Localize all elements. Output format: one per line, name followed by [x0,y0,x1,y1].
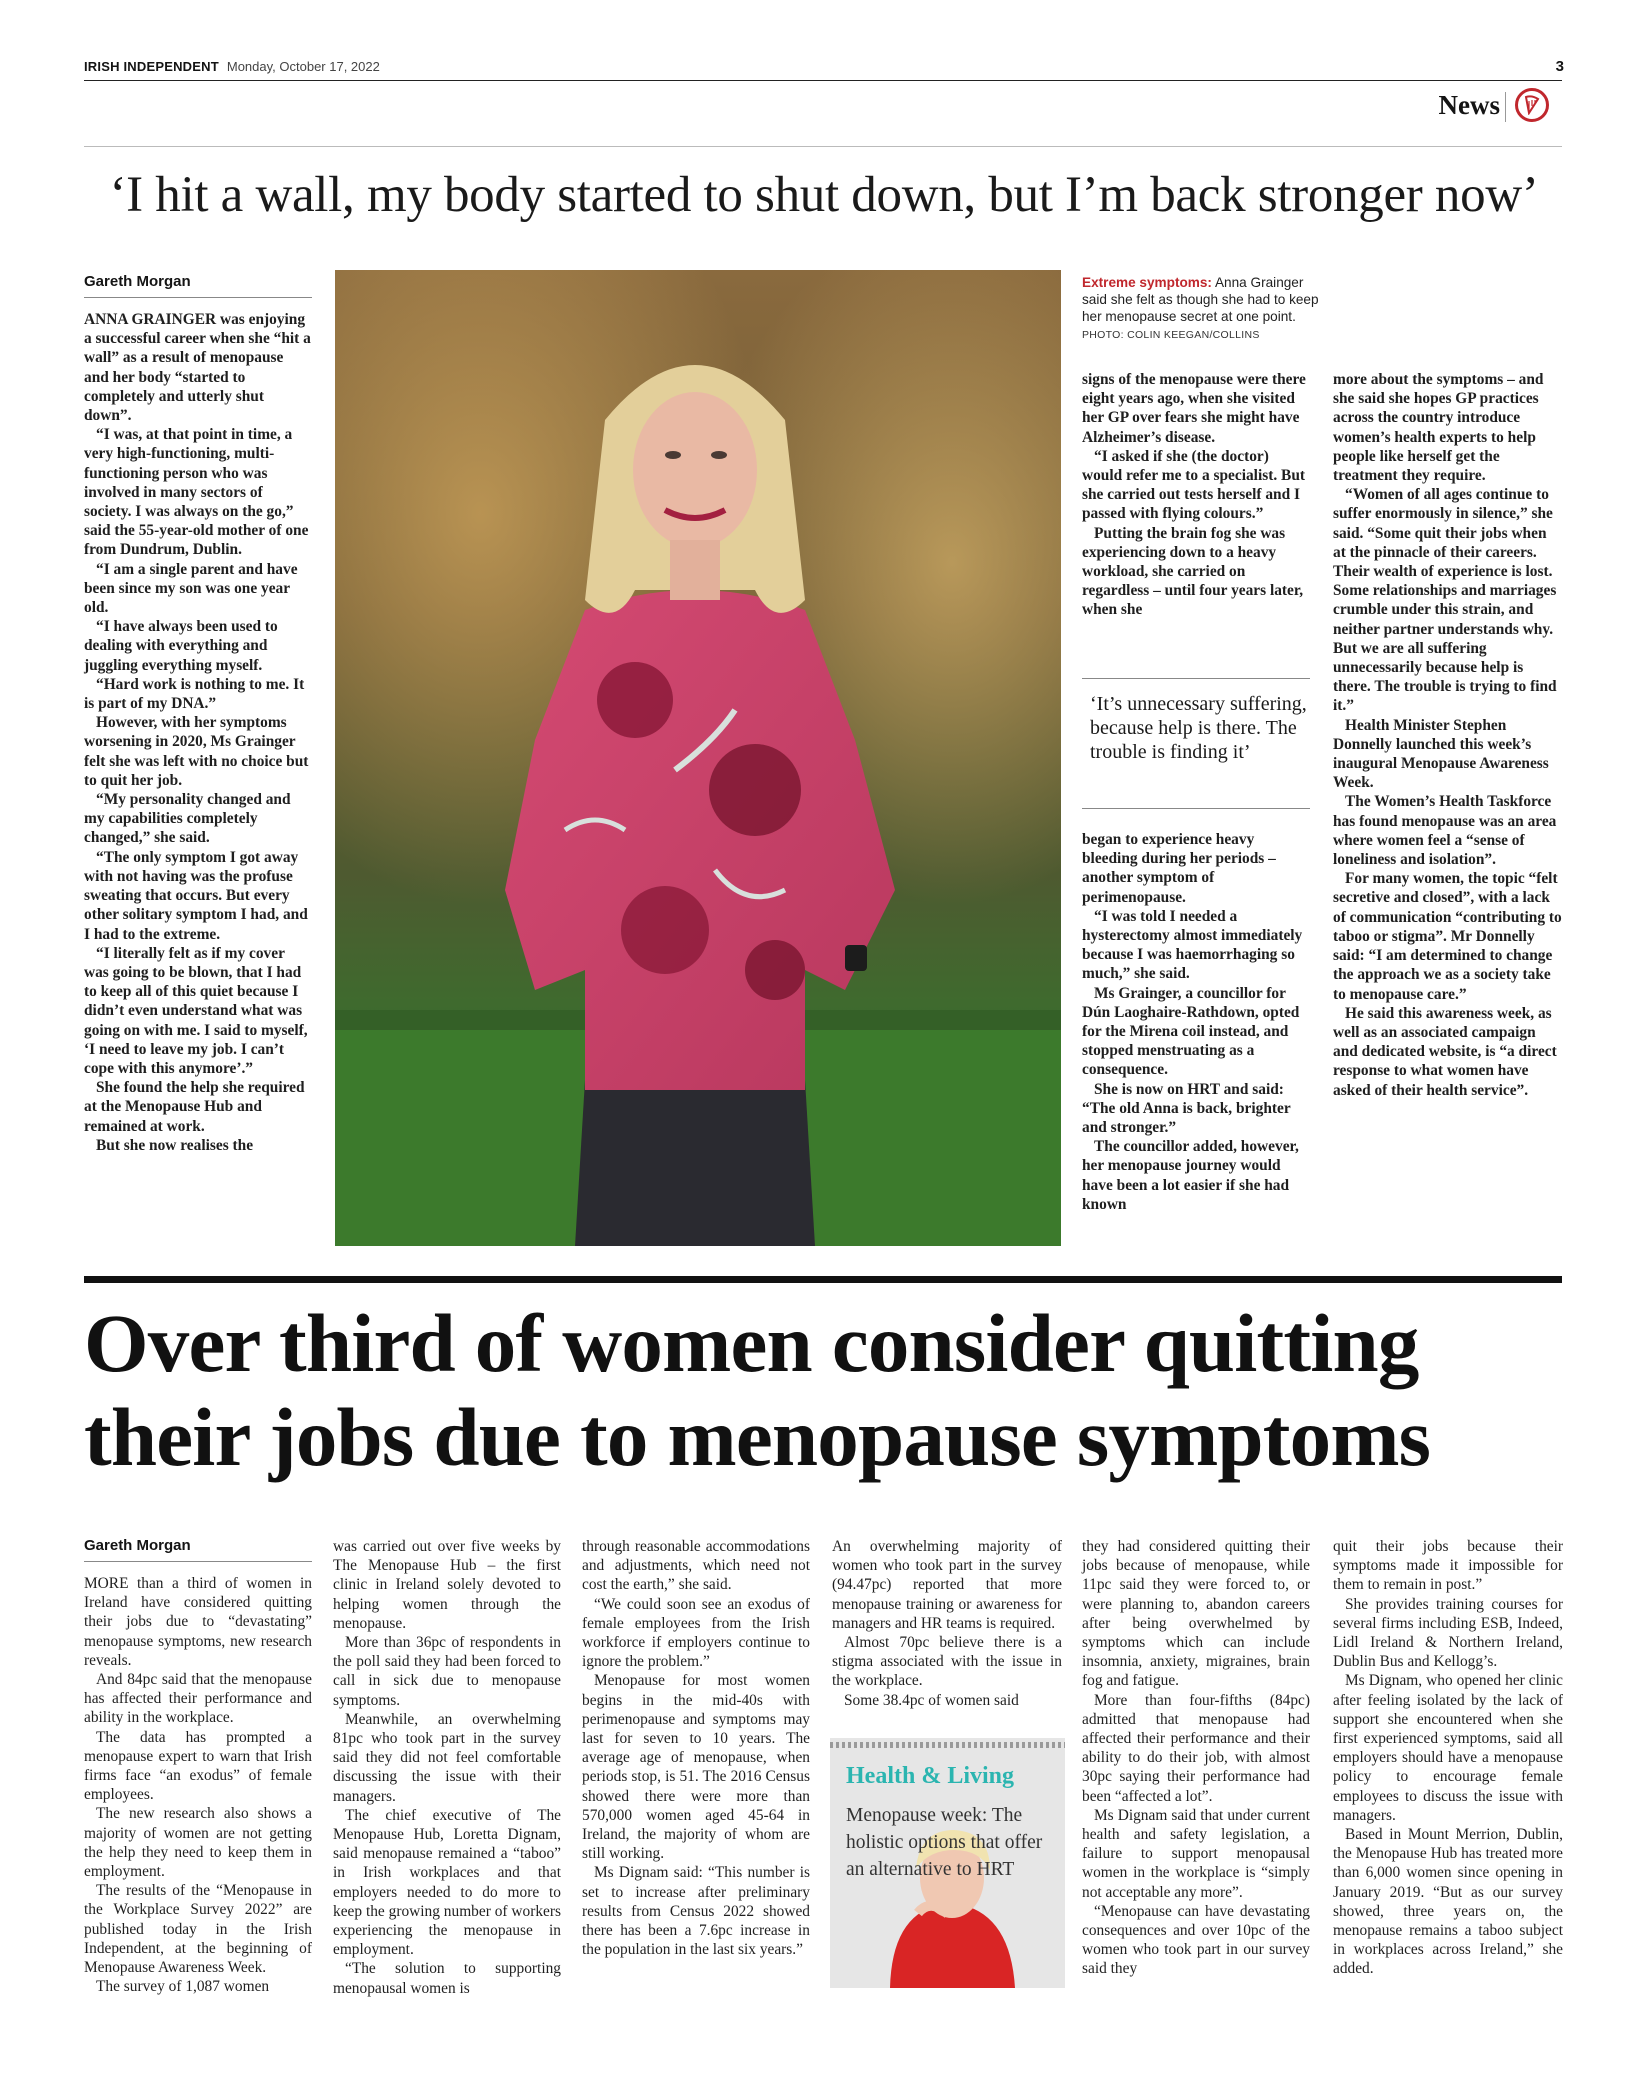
photo-caption [1082,274,1327,344]
pullquote-rule-bottom [1082,808,1310,809]
paragraph: She found the help she required at the Menopause Hub and remained at work. [84,1079,305,1135]
paragraph: He said this awareness week, as well as an associated campaign and dedicated website, is “a direct response to what women have asked of their health service”. [1333,1004,1557,1099]
paragraph: The survey of 1,087 women [96,1978,270,1996]
paragraph: “Menopause can have devastating consequences and over 10pc of the women who took part in our survey said they [1082,1902,1310,1978]
story1-byline: Gareth Morgan [84,273,191,290]
paragraph: The Women’s Health Taskforce has found menopause was an area where women feel a “sense of loneliness and isolation”. [1333,793,1557,869]
paragraph: An overwhelming majority of women who took part in the survey (94.47pc) reported that more menopause training or awareness for managers and HR teams is required. [832,1538,1062,1632]
pullquote-rule-top [1082,678,1310,679]
section-divider [1505,92,1506,122]
caption-text: Anna Grainger said she felt as though she had to keep her menopause secret at one point. [1082,275,1319,324]
byline-rule [84,297,312,298]
page-number: 3 [1555,58,1564,75]
story2-headline: Over third of women consider quitting their jobs due to menopause symptoms [84,1297,1431,1483]
story2-column-6 [1333,1537,1563,1979]
paragraph: signs of the menopause were there eight years ago, when she visited her GP over fears she might have Alzheimer’s disease. [1082,371,1306,446]
section-label: News [1438,90,1500,120]
story2-column-5 [1082,1537,1310,1979]
paragraph: through reasonable accommodations and adjustments, which need not cost the earth,” she said. [582,1538,810,1594]
paragraph: But she now realises the [96,1136,254,1154]
paragraph: “I asked if she (the doctor) would refer me to a specialist. But she carried out tests herself and I passed with flying colours.” [1082,447,1305,523]
paragraph: The chief executive of The Menopause Hub, Loretta Dignam, said menopause remained a “taboo” in Irish workplaces and that employers needed to do more to keep the growing number of workers experiencing the menopause in employment. [333,1806,561,1959]
paragraph: “Hard work is nothing to me. It is part of my DNA.” [84,675,305,713]
pullquote: ‘It’s unnecessary suffering, because help is there. The trouble is finding it’ [1090,693,1307,763]
story1-headline: ‘I hit a wall, my body started to shut down, but I’m back stronger now’ [109,167,1539,223]
paragraph: Menopause for most women begins in the mid-40s with perimenopause and symptoms may last for seven to 10 years. The average age of menopause, when periods stop, is 51. The 2016 Census showed there were more than 570,000 women aged 45-64 in Ireland, the majority of whom are still working. [582,1672,810,1863]
story2-byline: Gareth Morgan [84,1537,191,1554]
paragraph: Health Minister Stephen Donnelly launched this week’s inaugural Menopause Awareness Week. [1333,716,1549,792]
paragraph: “I have always been used to dealing with everything and juggling everything myself. [84,618,278,674]
paragraph: Ms Dignam said that under current health and safety legislation, a failure to support menopausal women in the workplace is “simply not acceptable any more”. [1082,1806,1310,1901]
paragraph: Meanwhile, an overwhelming 81pc who took part in the survey said they did not feel comfortable discussing the issue with their managers. [333,1710,561,1805]
paragraph: She is now on HRT and said: “The old Anna is back, brighter and stronger.” [1082,1080,1291,1137]
paragraph: Putting the brain fog she was experiencing down to a heavy workload, she carried on regardless – until four years later, when she [1082,524,1304,619]
paragraph: “The only symptom I got away with not having was the profuse sweating that occurs. But every other solitary symptom I had, and I had to the extreme. [84,848,308,943]
promo-dotted-rule [830,1742,1065,1748]
paragraph: The data has prompted a menopause expert to warn that Irish firms face “an exodus” of female employees. [84,1728,312,1804]
paragraph: Ms Grainger, a councillor for Dún Laoghaire-Rathdown, opted for the Mirena coil instead, and stopped menstruating as a consequence. [1082,984,1300,1079]
paragraph: And 84pc said that the menopause has affected their performance and ability in the workplace. [84,1671,312,1727]
paragraph: “I am a single parent and have been since my son was one year old. [84,560,298,617]
story2-column-3 [582,1537,810,1959]
photo-credit: PHOTO: COLIN KEEGAN/COLLINS [1082,329,1260,341]
masthead [84,58,1564,80]
paragraph: began to experience heavy bleeding during her periods – another symptom of perimenopause. [1082,831,1276,906]
story2-column-4 [832,1537,1062,1710]
paragraph: quit their jobs because their symptoms made it impossible for them to remain in post.” [1333,1538,1563,1594]
story2-column-1 [84,1574,312,1996]
issue-date: Monday, October 17, 2022 [226,59,380,74]
paragraph: The new research also shows a majority of women are not getting the help they need to keep them in employment. [84,1805,312,1881]
paragraph: Ms Dignam, who opened her clinic after feeling isolated by the lack of support she encountered when she first experienced symptoms, said all employers should have a menopause policy to encourage female employees to discuss the issue with managers. [1333,1672,1563,1824]
paragraph: “The solution to supporting menopausal women is [333,1960,561,1997]
story-divider-rule [84,1276,1562,1283]
paragraph: The councillor added, however, her menopause journey would have been a lot easier if she had known [1082,1138,1299,1213]
paragraph: More than 36pc of respondents in the poll said they had been forced to call in sick due to menopause symptoms. [333,1634,561,1709]
masthead-rule [84,80,1562,81]
paragraph: MORE than a third of women in Ireland have considered quitting their jobs due to “devastating” menopause symptoms, new research reveals. [84,1575,312,1669]
story1-column-1 [84,310,312,1155]
section-rule [84,146,1562,147]
paragraph: Some 38.4pc of women said [844,1691,1019,1709]
promo-title[interactable]: Health & Living [846,1763,1015,1789]
paragraph: More than four-fifths (84pc) admitted that menopause had affected their performance and their ability to do their job, with almost 30pc saying their performance had been “affected a lot”. [1082,1691,1310,1805]
paragraph: they had considered quitting their jobs because of menopause, while 11pc said they were forced to, or were planning to, abandon careers after being overwhelmed by symptoms which can include insomnia, anxiety, migraines, brain fog and fatigue. [1082,1538,1310,1690]
paragraph: However, with her symptoms worsening in 2020, Ms Grainger felt she was left with no choice but to quit her job. [84,714,309,789]
story1-column-3 [1333,370,1563,1100]
byline-rule [84,1561,312,1562]
paragraph: Almost 70pc believe there is a stigma associated with the issue in the workplace. [832,1634,1062,1690]
paragraph: “I was told I needed a hysterectomy almost immediately because I was haemorrhaging so much,” she said. [1082,907,1303,983]
paragraph: She provides training courses for several firms including ESB, Indeed, Lidl Ireland & Northern Ireland, Dublin Bus and Kellogg’s. [1333,1595,1563,1671]
promo-text[interactable]: Menopause week: The holistic options that offer an alternative to HRT [846,1805,1043,1880]
paragraph: “Women of all ages continue to suffer enormously in silence,” she said. “Some quit their jobs when at the pinnacle of their careers. Their wealth of experience is lost. Some relationships and marriages crumble under this strain, and neither partner understands why. But we are all suffering unnecessarily because help is there. The trouble is trying to find it.” [1333,486,1557,715]
caption-head: Extreme symptoms: [1082,275,1212,290]
story1-column-2-bottom [1082,830,1310,1214]
paragraph: “We could soon see an exodus of female employees from the Irish workforce if employers continue to ignore the problem.” [582,1595,810,1671]
story-photo [335,270,1061,1246]
story1-column-2-top [1082,370,1310,620]
paragraph: ANNA GRAINGER was enjoying a successful career when she “hit a wall” as a result of menopause and her body “started to completely and utterly shut down”. [84,311,311,425]
harp-icon [1515,88,1549,122]
paragraph: more about the symptoms – and she said she hopes GP practices across the country introduce women’s health experts to help people like herself get the treatment they require. [1333,371,1544,485]
paragraph: Based in Mount Merrion, Dublin, the Menopause Hub has treated more than 6,000 women since opening in January 2019. “But as our survey showed, three years on, the menopause remains a taboo subject in workplaces across Ireland,” she added. [1333,1826,1563,1978]
paragraph: The results of the “Menopause in the Workplace Survey 2022” are published today in the Irish Independent, at the beginning of Menopause Awareness Week. [84,1882,312,1977]
paragraph: “I was, at that point in time, a very high-functioning, multi-functioning person who was involved in many sectors of society. I was always on the go,” said the 55-year-old mother of one from Dundrum, Dublin. [84,426,309,559]
paragraph: “I literally felt as if my cover was going to be blown, that I had to keep all of this quiet because I didn’t even understand what was going on with me. I said to myself, ‘I need to leave my job. I can’t cope with this anymore’.” [84,944,308,1077]
paragraph: For many women, the topic “felt secretive and closed”, with a lack of communication “contributing to taboo or stigma”. Mr Donnelly said: “I am determined to change the approach we as a society take to menopause care.” [1333,870,1562,1003]
story2-column-2 [333,1537,561,1998]
paragraph: Ms Dignam said: “This number is set to increase after preliminary results from Census 2022 showed there has been a 7.6pc increase in the population in the last six years.” [582,1864,810,1959]
paragraph: “My personality changed and my capabilities completely changed,” she said. [84,791,291,847]
publication-name: IRISH INDEPENDENT [84,59,219,74]
paragraph: was carried out over five weeks by The Menopause Hub – the first clinic in Ireland solely devoted to helping women through the menopause. [333,1538,561,1632]
